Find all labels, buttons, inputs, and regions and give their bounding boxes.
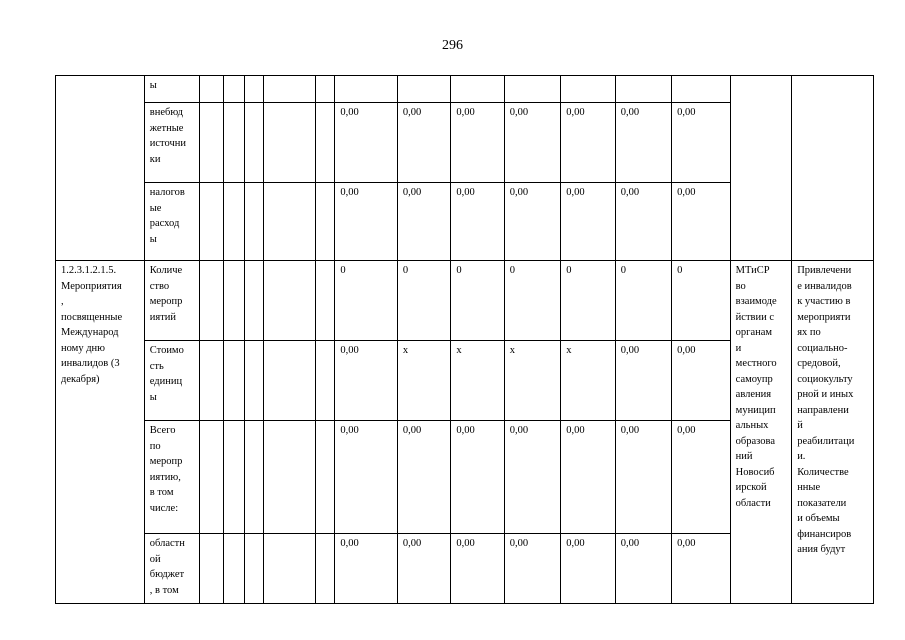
value-cell: 0,00: [397, 103, 450, 183]
value-cell: 0,00: [504, 183, 560, 261]
value-cell: 0: [615, 261, 671, 341]
value-cell: 0,00: [615, 534, 671, 604]
value-cell: 0: [561, 261, 615, 341]
empty-responsible-cell: [730, 76, 792, 261]
value-cell: 0: [672, 261, 731, 341]
responsible-cell: МТиСР во взаимоде йствии с органам и местного самоупр авления муницип альных образова ний Новосиб ирской области: [730, 261, 792, 604]
result-cell: Привлечени е инвалидов к участию в мероприяти ях по социально- средовой, социокульту рной и иных направлени й реабилитаци и. Количестве нные показатели и объемы финансиров ания будут: [792, 261, 874, 604]
value-cell: [451, 76, 504, 103]
value-cell: 0,00: [397, 183, 450, 261]
row-label: Количе ство меропр иятий: [144, 261, 199, 341]
value-cell: 0,00: [561, 183, 615, 261]
value-cell: 0,00: [504, 534, 560, 604]
value-cell: [335, 76, 398, 103]
value-cell: 0,00: [504, 103, 560, 183]
value-cell: 0,00: [451, 534, 504, 604]
row-label: Всего по меропр иятию, в том числе:: [144, 421, 199, 534]
value-cell: [504, 76, 560, 103]
row-label: внебюд жетные источни ки: [144, 103, 199, 183]
value-cell: 0,00: [672, 341, 731, 421]
value-cell: 0,00: [335, 103, 398, 183]
value-cell: 0: [504, 261, 560, 341]
value-cell: 0,00: [335, 421, 398, 534]
table-body: [56, 76, 874, 604]
value-cell: [561, 76, 615, 103]
row-label: налогов ые расход ы: [144, 183, 199, 261]
value-cell: х: [397, 341, 450, 421]
value-cell: 0,00: [615, 421, 671, 534]
program-table: [55, 75, 874, 604]
value-cell: 0,00: [561, 421, 615, 534]
value-cell: х: [451, 341, 504, 421]
row-label: Стоимо сть единиц ы: [144, 341, 199, 421]
value-cell: 0,00: [397, 534, 450, 604]
value-cell: [672, 76, 731, 103]
empty-result-cell: [792, 76, 874, 261]
row-label: областн ой бюджет , в том: [144, 534, 199, 604]
table-row: [56, 261, 874, 341]
value-cell: 0,00: [451, 103, 504, 183]
value-cell: 0: [451, 261, 504, 341]
value-cell: 0,00: [672, 183, 731, 261]
page-number: 296: [442, 38, 463, 53]
value-cell: х: [561, 341, 615, 421]
event-title-cell: 1.2.3.1.2.1.5. Мероприятия , посвященные Международ ному дню инвалидов (3 декабря): [56, 261, 145, 604]
value-cell: [397, 76, 450, 103]
value-cell: 0,00: [335, 534, 398, 604]
value-cell: 0,00: [672, 421, 731, 534]
table-row: [56, 76, 874, 103]
value-cell: х: [504, 341, 560, 421]
value-cell: 0,00: [397, 421, 450, 534]
value-cell: [615, 76, 671, 103]
value-cell: 0,00: [672, 103, 731, 183]
value-cell: 0,00: [335, 341, 398, 421]
value-cell: 0: [335, 261, 398, 341]
value-cell: 0,00: [615, 103, 671, 183]
value-cell: 0,00: [504, 421, 560, 534]
value-cell: 0: [397, 261, 450, 341]
value-cell: 0,00: [561, 103, 615, 183]
value-cell: 0,00: [561, 534, 615, 604]
empty-title-cell: [56, 76, 145, 261]
row-label: ы: [144, 76, 199, 103]
value-cell: 0,00: [451, 421, 504, 534]
value-cell: 0,00: [335, 183, 398, 261]
value-cell: 0,00: [615, 341, 671, 421]
value-cell: 0,00: [615, 183, 671, 261]
value-cell: 0,00: [672, 534, 731, 604]
value-cell: 0,00: [451, 183, 504, 261]
